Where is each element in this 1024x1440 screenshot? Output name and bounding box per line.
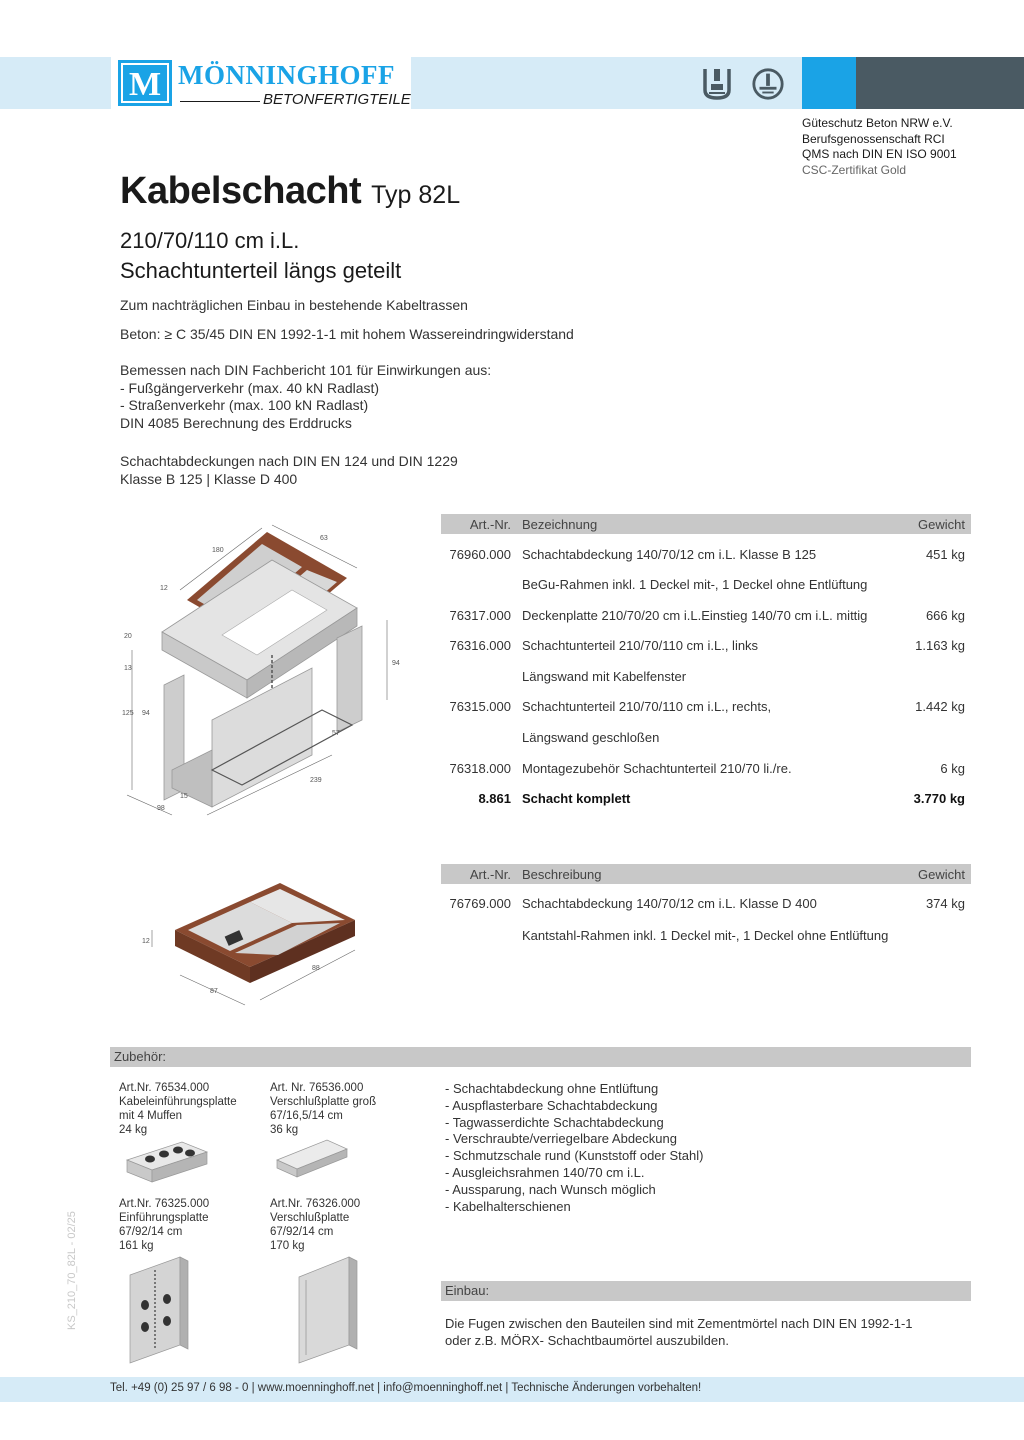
accessories-header: Zubehör: xyxy=(110,1047,971,1067)
dimension-label: 88 xyxy=(312,965,320,972)
entry-plate-drawing xyxy=(125,1255,195,1365)
accessory-option: - Auspflasterbare Schachtabdeckung xyxy=(445,1097,658,1113)
closure-plate-large-drawing xyxy=(272,1135,352,1180)
accessory-option: - Schmutzschale rund (Kunststoff oder Stahl) xyxy=(445,1148,704,1164)
cell-weight: 451 kg xyxy=(925,547,965,562)
accessory-weight: 24 kg xyxy=(119,1124,148,1136)
cover-spec xyxy=(120,453,458,488)
accessory-option: - Verschraubte/verriegelbare Abdeckung xyxy=(445,1131,677,1147)
col-art-header: Art.-Nr. xyxy=(469,867,511,882)
table-row xyxy=(441,728,971,748)
end-wall-right xyxy=(337,626,362,732)
company-logo-mark xyxy=(118,60,172,106)
footer-bar xyxy=(0,1377,1024,1402)
accessory-option: - Schachtabdeckung ohne Entlüftung xyxy=(445,1081,659,1096)
dimension-label: 12 xyxy=(160,585,168,592)
design-spec xyxy=(120,362,491,432)
table-row xyxy=(441,667,971,687)
accessory-item xyxy=(119,1197,209,1253)
accessory-art: Art. Nr. 76536.000 xyxy=(270,1082,364,1094)
product-table-header xyxy=(441,514,971,534)
logo-divider xyxy=(180,101,260,102)
design-line: - Fußgängerverkehr (max. 40 kN Radlast) xyxy=(120,379,380,396)
dimension-label: 12 xyxy=(142,938,150,945)
accessory-detail: mit 4 Muffen xyxy=(119,1110,183,1122)
accessory-option: - Kabelhalterschienen xyxy=(445,1198,571,1214)
cell-name: BeGu-Rahmen inkl. 1 Deckel mit-, 1 Deckel ohne Entlüftung xyxy=(522,577,868,592)
cell-name: Schachtunterteil 210/70/110 cm i.L., rechts, xyxy=(522,699,772,714)
cell-weight: 6 kg xyxy=(940,761,965,776)
accessory-item xyxy=(270,1197,360,1253)
product-size: 210/70/110 cm i.L. xyxy=(120,228,300,253)
accessory-name: Einführungsplatte xyxy=(119,1212,209,1224)
accessory-item xyxy=(270,1081,376,1137)
table-row xyxy=(441,575,971,595)
cell-art: 76318.000 xyxy=(449,761,511,776)
cell-weight: 374 kg xyxy=(925,896,965,911)
cell-art: 76316.000 xyxy=(449,638,511,653)
design-line: Bemessen nach DIN Fachbericht 101 für Einwirkungen aus: xyxy=(120,362,492,378)
installation-text xyxy=(445,1315,913,1349)
table-row xyxy=(441,759,971,779)
cover-line: Klasse B 125 | Klasse D 400 xyxy=(120,470,298,487)
table-row xyxy=(441,894,971,914)
accessory-art: Art.Nr. 76534.000 xyxy=(119,1082,210,1094)
certification-item: QMS nach DIN EN ISO 9001 xyxy=(802,147,957,161)
accessory-detail: 67/92/14 cm xyxy=(119,1226,183,1238)
col-name-header: Bezeichnung xyxy=(522,517,598,532)
dimension-label: 15 xyxy=(180,793,188,800)
cover-table-header xyxy=(441,864,971,884)
footer-contact: Tel. +49 (0) 25 97 / 6 98 - 0 | www.moenninghoff.net | info@moenninghoff.net | Technische Änderungen vorbehalten! xyxy=(110,1382,702,1394)
table-row xyxy=(441,697,971,717)
certification-item: Güteschutz Beton NRW e.V. xyxy=(802,116,953,130)
safety-seal-icon xyxy=(751,66,785,102)
accessory-weight: 170 kg xyxy=(270,1240,305,1252)
design-line: DIN 4085 Berechnung des Erddrucks xyxy=(120,414,352,431)
cover-d400-drawing xyxy=(140,875,380,1015)
design-line: - Straßenverkehr (max. 100 kN Radlast) xyxy=(120,397,369,413)
shaft-exploded-drawing xyxy=(112,520,412,820)
accessory-weight: 36 kg xyxy=(270,1124,299,1136)
cell-name: Deckenplatte 210/70/20 cm i.L.Einstieg 140/70 cm i.L. mittig xyxy=(522,608,868,623)
accessory-name: Kabeleinführungsplatte xyxy=(119,1096,237,1108)
quality-mark-icon xyxy=(700,66,734,102)
cell-art: 76960.000 xyxy=(449,547,511,562)
header-accent-block xyxy=(802,57,856,109)
cell-name: Montagezubehör Schachtunterteil 210/70 li./re. xyxy=(522,761,792,776)
col-weight-header: Gewicht xyxy=(918,867,965,882)
col-art-header: Art.-Nr. xyxy=(469,517,511,532)
table-row xyxy=(441,606,971,626)
dimension-label: 94 xyxy=(392,660,400,667)
intro-text: Zum nachträglichen Einbau in bestehende Kabeltrassen xyxy=(120,297,468,313)
installation-line: Die Fugen zwischen den Bauteilen sind mit Zementmörtel nach DIN EN 1992-1-1 xyxy=(445,1316,913,1331)
dimension-label: 20 xyxy=(124,633,132,640)
table-row xyxy=(441,926,971,946)
accessory-weight: 161 kg xyxy=(119,1240,154,1252)
accessory-name: Verschlußplatte xyxy=(270,1212,350,1224)
product-type: Typ 82L xyxy=(371,181,461,209)
table-total-row xyxy=(441,789,971,809)
dimension-label: 239 xyxy=(310,777,322,784)
accessory-detail: 67/16,5/14 cm xyxy=(270,1110,343,1122)
closure-plate-drawing xyxy=(294,1255,364,1365)
dimension-label: 87 xyxy=(210,988,218,995)
company-subtitle: BETONFERTIGTEILE xyxy=(263,91,411,108)
header-dark-block xyxy=(856,57,1024,109)
cell-art: 8.861 xyxy=(478,791,511,806)
certification-item: Berufsgenossenschaft RCI xyxy=(802,131,945,146)
accessory-option: - Tagwasserdichte Schachtabdeckung xyxy=(445,1114,664,1130)
dimension-label: 13 xyxy=(124,665,132,672)
accessory-options-list xyxy=(445,1081,703,1215)
cell-name: Längswand geschloßen xyxy=(522,730,660,745)
accessory-option: - Aussparung, nach Wunsch möglich xyxy=(445,1181,656,1197)
cell-art: 76769.000 xyxy=(449,896,511,911)
cell-art: 76315.000 xyxy=(449,699,511,714)
dimension-label: 57 xyxy=(332,730,340,737)
cell-art: 76317.000 xyxy=(449,608,511,623)
product-title xyxy=(120,170,460,213)
cell-name: Schachtabdeckung 140/70/12 cm i.L. Klasse B 125 xyxy=(522,547,817,562)
product-name: Kabelschacht xyxy=(120,170,362,212)
cell-weight: 3.770 kg xyxy=(913,791,965,806)
product-subtitle: Schachtunterteil längs geteilt xyxy=(120,258,402,283)
document-code: KS_210_70_82L - 02/25 xyxy=(66,1211,78,1330)
dimension-label: 180 xyxy=(212,547,224,554)
company-name: MÖNNINGHOFF xyxy=(178,60,395,90)
dimension-label: 125 xyxy=(122,710,134,717)
col-weight-header: Gewicht xyxy=(918,517,965,532)
cover-line: Schachtabdeckungen nach DIN EN 124 und DIN 1229 xyxy=(120,453,458,469)
installation-line: oder z.B. MÖRX- Schachtbaumörtel auszubilden. xyxy=(445,1333,729,1348)
cell-name: Schachtabdeckung 140/70/12 cm i.L. Klasse D 400 xyxy=(522,896,817,911)
cell-name: Schachtunterteil 210/70/110 cm i.L., links xyxy=(522,638,759,653)
certification-item: CSC-Zertifikat Gold xyxy=(802,162,907,177)
accessory-name: Verschlußplatte groß xyxy=(270,1096,377,1108)
certification-list xyxy=(802,116,957,178)
cell-weight: 1.442 kg xyxy=(915,699,965,714)
logo-letter: M xyxy=(123,65,167,101)
concrete-spec: Beton: ≥ C 35/45 DIN EN 1992-1-1 mit hohem Wassereindringwiderstand xyxy=(120,326,574,342)
table-row xyxy=(441,636,971,656)
col-name-header: Beschreibung xyxy=(522,867,602,882)
accessory-art: Art.Nr. 76326.000 xyxy=(270,1198,361,1210)
cell-name: Längswand mit Kabelfenster xyxy=(522,669,687,684)
cell-weight: 1.163 kg xyxy=(915,638,965,653)
table-row xyxy=(441,545,971,565)
cable-entry-plate-drawing xyxy=(122,1138,212,1188)
installation-header: Einbau: xyxy=(441,1281,971,1301)
accessory-art: Art.Nr. 76325.000 xyxy=(119,1198,210,1210)
dimension-label: 63 xyxy=(320,535,328,542)
dimension-label: 98 xyxy=(157,805,165,812)
cell-weight: 666 kg xyxy=(925,608,965,623)
cell-name: Kantstahl-Rahmen inkl. 1 Deckel mit-, 1 Deckel ohne Entlüftung xyxy=(522,928,889,943)
long-wall xyxy=(212,668,312,807)
accessory-option: - Ausgleichsrahmen 140/70 cm i.L. xyxy=(445,1164,645,1180)
accessory-item xyxy=(119,1081,237,1137)
dimension-label: 94 xyxy=(142,710,150,717)
accessory-detail: 67/92/14 cm xyxy=(270,1226,334,1238)
cell-name: Schacht komplett xyxy=(522,791,631,806)
